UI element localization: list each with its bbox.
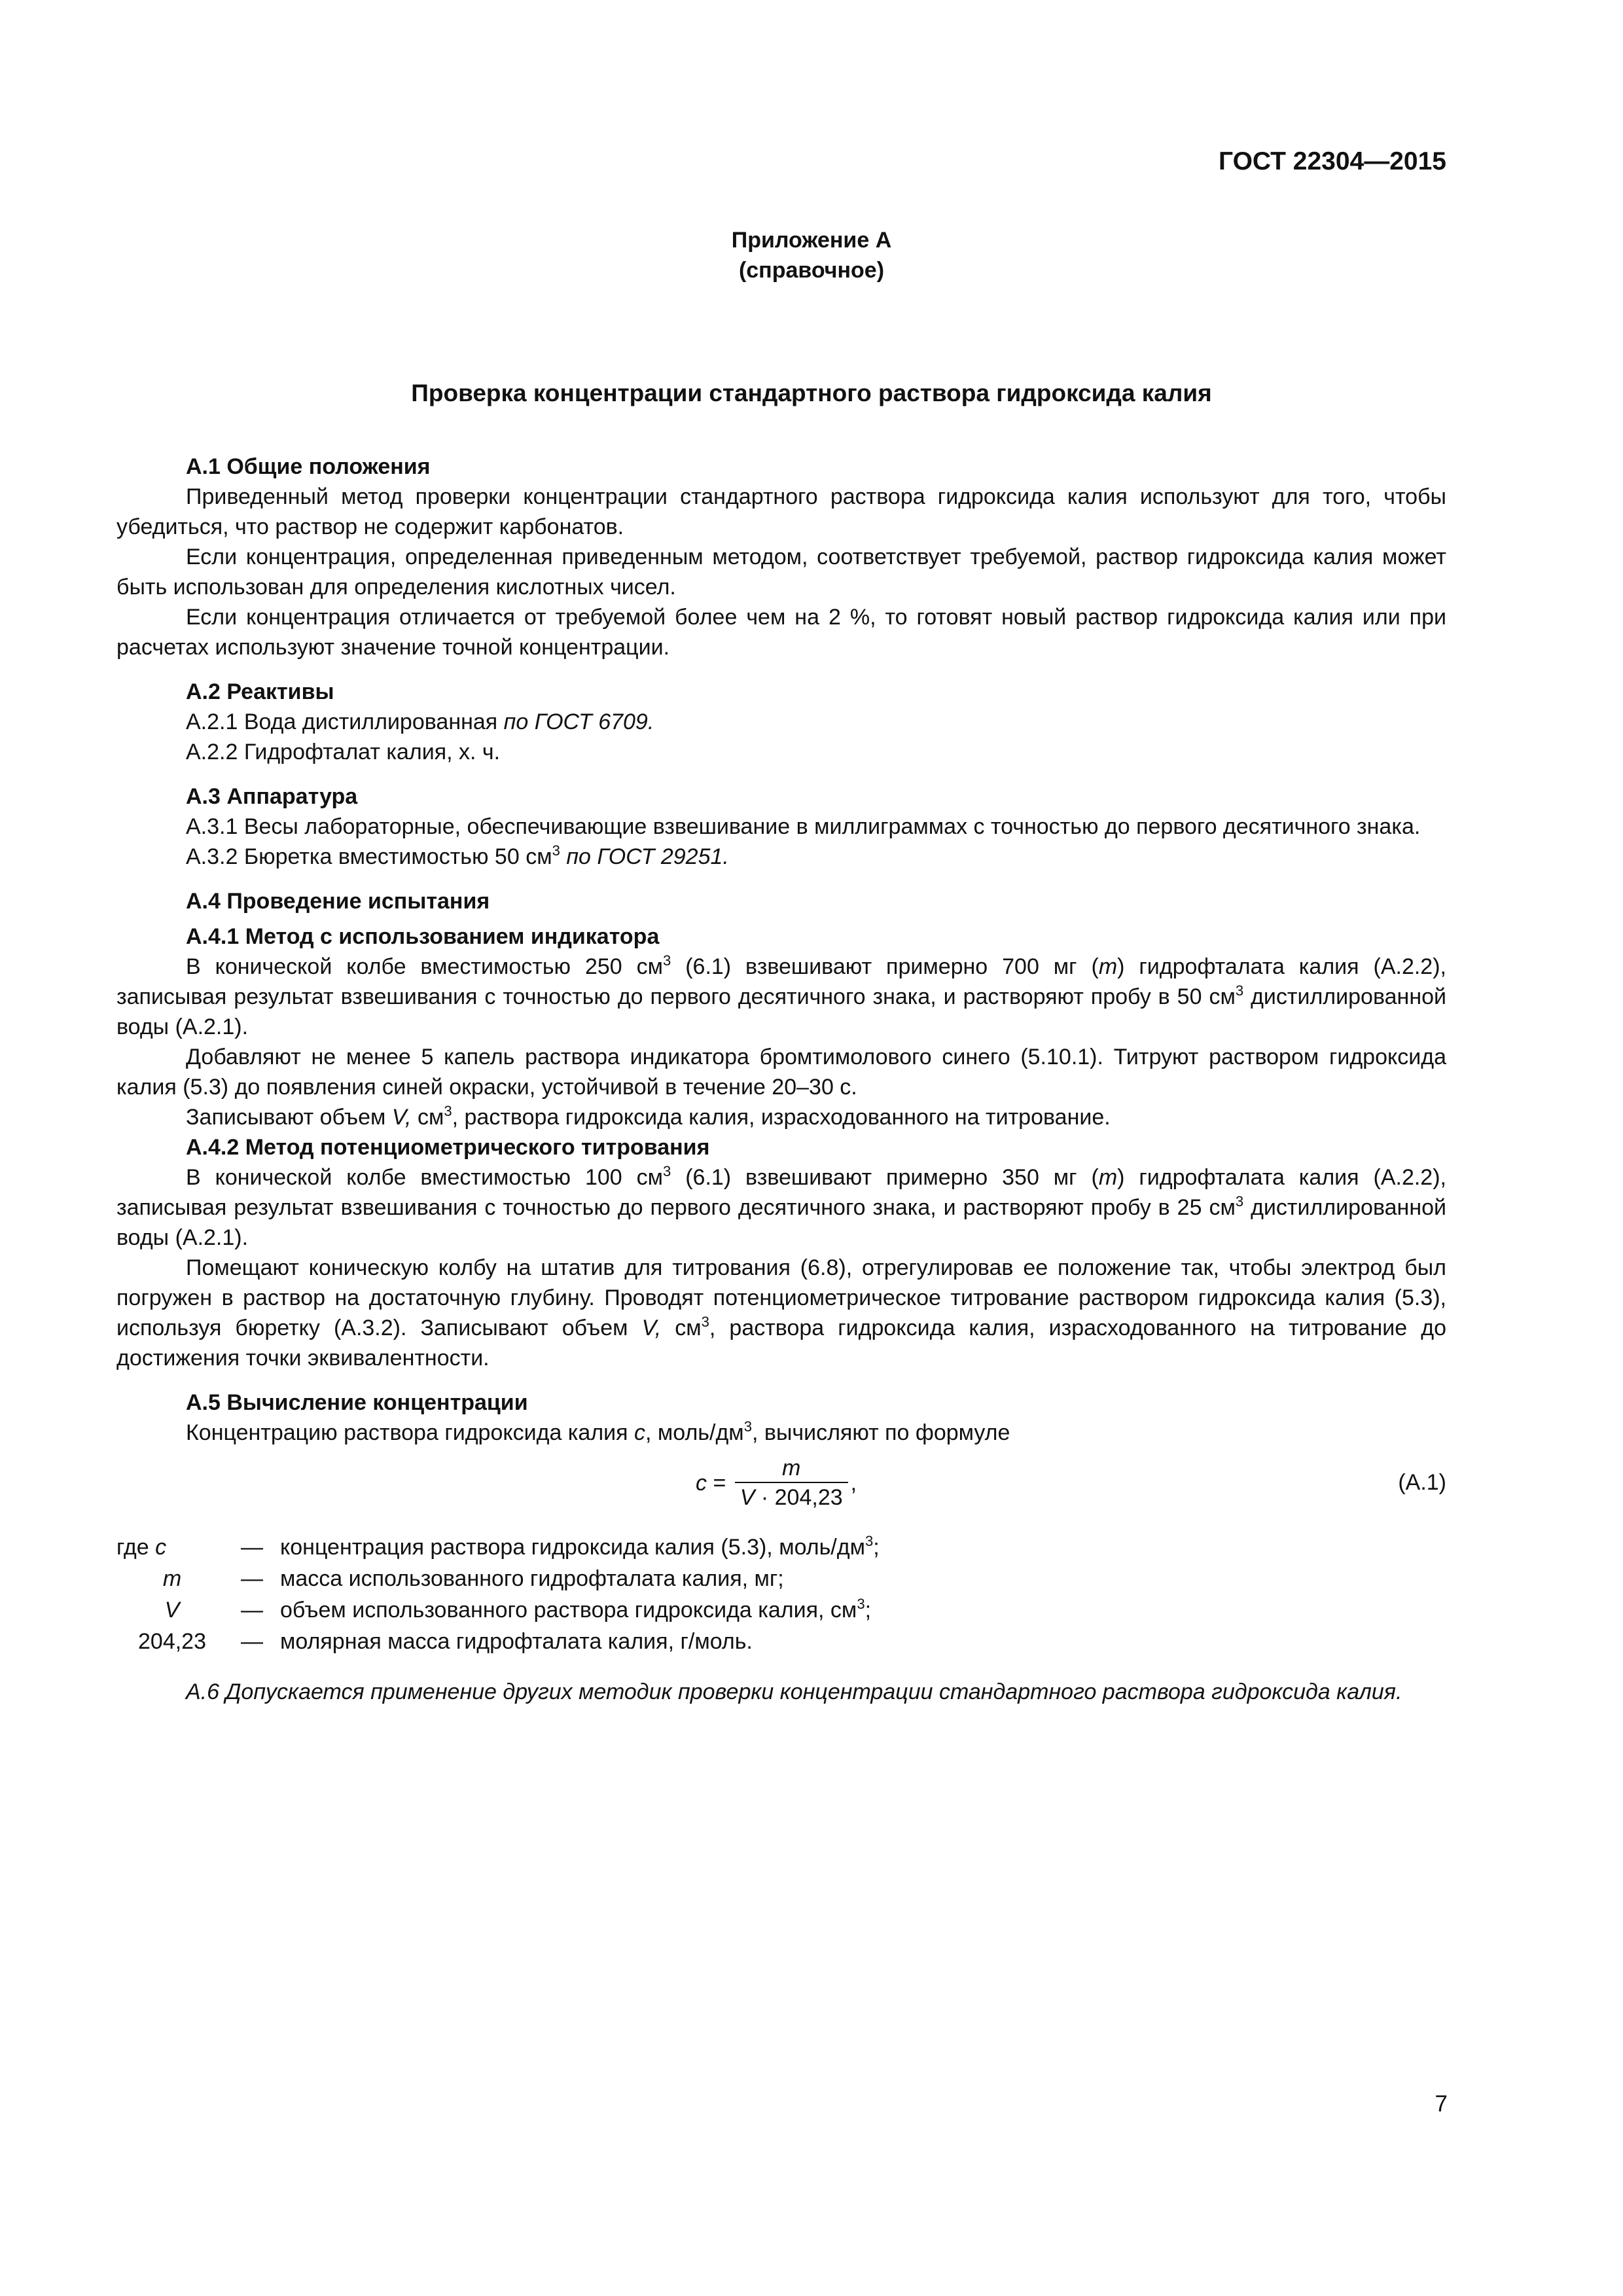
variable-m: m	[1098, 954, 1118, 979]
superscript: 3	[663, 952, 671, 969]
formula-comma: ,	[850, 1471, 857, 1496]
definition-text	[280, 1594, 871, 1626]
standard-reference: по ГОСТ 6709.	[503, 709, 654, 734]
formula-number: (А.1)	[1398, 1470, 1446, 1495]
text-run: концентрация раствора гидроксида калия (5.3), моль/дм	[280, 1535, 865, 1560]
formula-denominator	[735, 1482, 848, 1512]
formula-fraction	[735, 1454, 848, 1512]
text-run: , раствора гидроксида калия, израсходованного на титрование до достижения точки эквивалентности.	[116, 1316, 1446, 1371]
variable-c: c	[634, 1420, 646, 1445]
superscript: 3	[663, 1162, 671, 1179]
superscript: 3	[865, 1532, 874, 1549]
document-body	[116, 452, 1446, 1729]
definition-dash: —	[241, 1598, 263, 1623]
text-run: (6.1) взвешивают примерно 700 мг (	[671, 954, 1099, 979]
text-run: , вычисляют по формуле	[751, 1420, 1010, 1445]
text-run: ;	[865, 1598, 872, 1623]
superscript: 3	[743, 1418, 752, 1435]
section-a4-2-heading: А.4.2 Метод потенциометрического титрования	[186, 1135, 710, 1160]
section-a6-note: А.6 Допускается применение других методик проверки концентрации стандартного раствора гидроксида калия.	[186, 1679, 1402, 1704]
definition-row	[116, 1563, 1446, 1594]
definition-text	[280, 1532, 880, 1563]
variable-v: V,	[641, 1316, 662, 1340]
standard-reference: по ГОСТ 29251.	[560, 844, 729, 869]
definition-row	[116, 1532, 1446, 1563]
section-a4-2-paragraph-1	[116, 1162, 1446, 1253]
definition-dash: —	[241, 1566, 263, 1591]
section-a3-item-1: А.3.1 Весы лабораторные, обеспечивающие взвешивание в миллиграммах с точностью до первого десятичного знака.	[186, 814, 1421, 839]
superscript: 3	[1235, 1193, 1244, 1210]
item-text: А.3.2 Бюретка вместимостью 50 см	[186, 844, 552, 869]
text-run: Помещают коническую колбу на штатив для титрования (6.8), отрегулировав ее положение так, чтобы электрод был погружен в раствор на достаточную глубину. Проводят потенциометрическое титрование раствором гидроксида калия (5.3), используя бюретку (А.3.2). Записывают объем	[116, 1255, 1446, 1340]
section-a1-paragraph-1: Приведенный метод проверки концентрации стандартного раствора гидроксида калия используют для того, чтобы убедиться, что раствор не содержит карбонатов.	[116, 484, 1446, 539]
document-title: Проверка концентрации стандартного раствора гидроксида калия	[411, 380, 1212, 406]
section-a4-heading: А.4 Проведение испытания	[186, 889, 490, 914]
symbol-v: V	[164, 1598, 180, 1623]
definition-row	[116, 1594, 1446, 1626]
section-a1-heading: А.1 Общие положения	[186, 454, 431, 479]
text-run: Записывают объем	[186, 1105, 392, 1130]
superscript: 3	[444, 1102, 452, 1119]
text-run: , раствора гидроксида калия, израсходованного на титрование.	[452, 1105, 1111, 1130]
section-a2-item-1	[116, 707, 1446, 737]
text-run: Концентрацию раствора гидроксида калия	[186, 1420, 635, 1445]
definition-dash: —	[241, 1535, 263, 1560]
superscript: 3	[552, 842, 560, 859]
symbol-molar-mass: 204,23	[138, 1629, 206, 1654]
item-text: А.2.1 Вода дистиллированная	[186, 709, 504, 734]
section-a4-1-paragraph-1	[116, 952, 1446, 1042]
section-a4-1-paragraph-2: Добавляют не менее 5 капель раствора индикатора бромтимолового синего (5.10.1). Титруют раствором гидроксида калия (5.3) до появления синей окраски, устойчивой в течение 20–30 с.	[116, 1045, 1446, 1100]
section-a4-2-paragraph-2	[116, 1253, 1446, 1373]
text-run: ) гидрофталата калия (А.2.2), записывая результат взвешивания с точностью до первого десятичного знака, и растворяют пробу в 50 см	[116, 954, 1446, 1009]
annex-type: (справочное)	[738, 258, 885, 283]
superscript: 3	[701, 1313, 709, 1330]
page-number: 7	[1435, 2091, 1448, 2117]
definition-row	[116, 1626, 1446, 1657]
text-run: (6.1) взвешивают примерно 350 мг (	[671, 1165, 1099, 1190]
text-run: В конической колбе вместимостью 100 см	[186, 1165, 663, 1190]
superscript: 3	[1235, 982, 1244, 999]
gost-number: ГОСТ 22304—2015	[1219, 147, 1446, 175]
where-word: где	[116, 1535, 156, 1560]
section-a2-heading: А.2 Реактивы	[186, 679, 334, 704]
section-a5-intro	[116, 1418, 1446, 1448]
section-a4-1-heading: А.4.1 Метод с использованием индикатора	[186, 924, 660, 949]
text-run: см	[661, 1316, 702, 1340]
section-a2-item-2: А.2.2 Гидрофталат калия, х. ч.	[186, 740, 501, 764]
section-a1-paragraph-3: Если концентрация отличается от требуемой более чем на 2 %, то готовят новый раствор гидроксида калия или при расчетах используют значение точной концентрации.	[116, 605, 1446, 660]
section-a4-1-paragraph-3	[116, 1102, 1446, 1132]
formula-numerator: m	[782, 1456, 801, 1480]
formula-definitions	[116, 1532, 1446, 1657]
definition-symbol	[116, 1532, 241, 1563]
formula-lhs: c	[696, 1471, 707, 1496]
text-run: см	[411, 1105, 444, 1130]
symbol-c: c	[155, 1535, 167, 1560]
formula	[696, 1454, 857, 1512]
superscript: 3	[857, 1595, 865, 1612]
definition-text: масса использованного гидрофталата калия, мг;	[280, 1566, 784, 1591]
definition-dash: —	[241, 1629, 263, 1654]
text-run: объем использованного раствора гидроксида калия, см	[280, 1598, 857, 1623]
formula-equals: =	[707, 1471, 732, 1496]
variable-v: V,	[391, 1105, 412, 1130]
formula-den-rest: · 204,23	[755, 1485, 843, 1510]
text-run: дистиллированной воды (А.2.1).	[116, 1195, 1446, 1250]
section-a5-heading: А.5 Вычисление концентрации	[186, 1390, 528, 1415]
section-a3-heading: А.3 Аппаратура	[186, 784, 358, 809]
definition-text: молярная масса гидрофталата калия, г/моль.	[280, 1629, 753, 1654]
text-run: ) гидрофталата калия (А.2.2), записывая результат взвешивания с точностью до первого десятичного знака, и растворяют пробу в 25 см	[116, 1165, 1446, 1220]
text-run: дистиллированной воды (А.2.1).	[116, 984, 1446, 1039]
section-a3-item-2	[116, 842, 1446, 872]
formula-den-v: V	[740, 1485, 755, 1510]
symbol-m: m	[162, 1566, 182, 1591]
text-run: ;	[873, 1535, 880, 1560]
annex-label: Приложение А	[731, 228, 892, 253]
text-run: В конической колбе вместимостью 250 см	[186, 954, 663, 979]
section-a1-paragraph-2: Если концентрация, определенная приведенным методом, соответствует требуемой, раствор гидроксида калия может быть использован для определения кислотных чисел.	[116, 545, 1446, 600]
text-run: , моль/дм	[645, 1420, 744, 1445]
annex-heading	[0, 225, 1623, 285]
formula-row	[116, 1449, 1446, 1522]
variable-m: m	[1098, 1165, 1118, 1190]
